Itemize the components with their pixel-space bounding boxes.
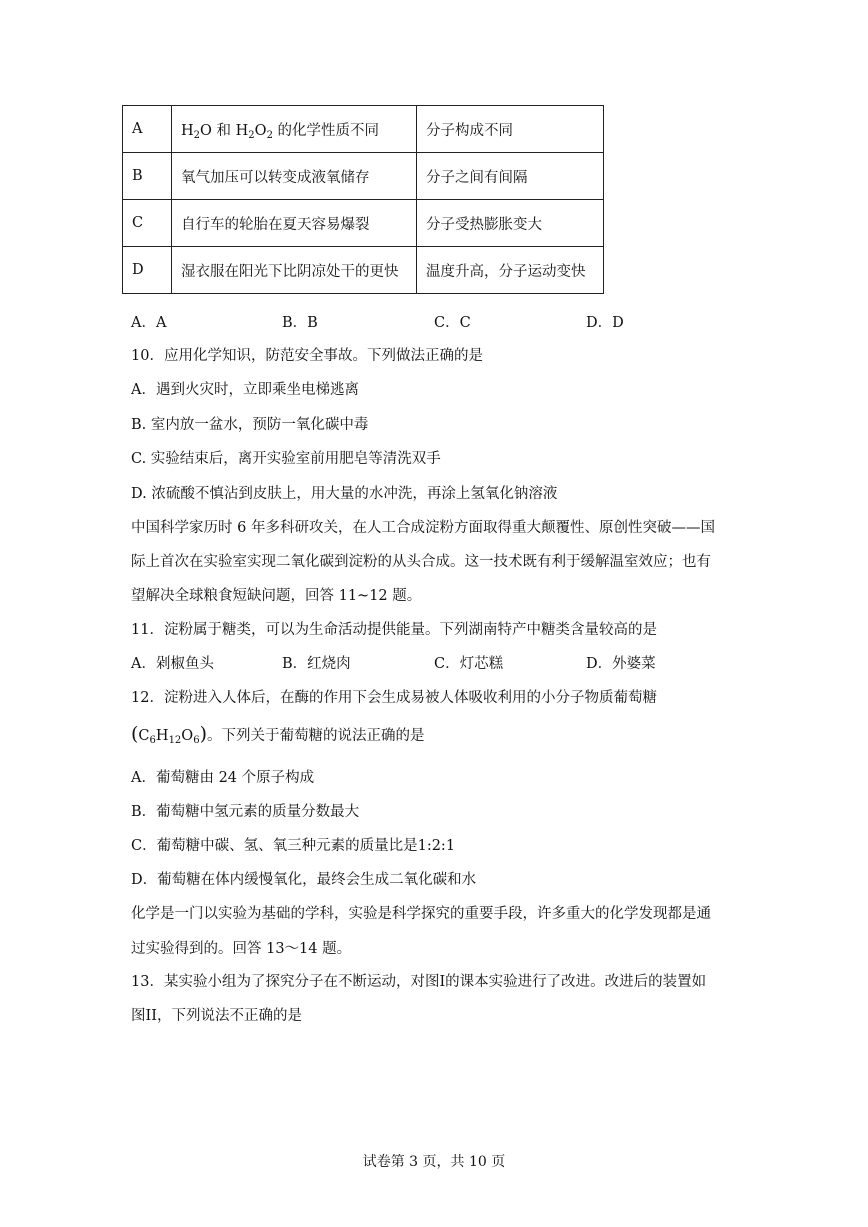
q11-stem: 11．淀粉属于糖类，可以为生命活动提供能量。下列湖南特产中糖类含量较高的是: [131, 622, 657, 638]
row-fact: $H_2O$ 和 $H_2O_2$ 的化学性质不同: [172, 106, 417, 153]
q9-option-a[interactable]: A．A: [131, 315, 167, 331]
passage1-line: 中国科学家历时 6 年多科研攻关，在人工合成淀粉方面取得重大颠覆性、原创性突破——国: [131, 520, 715, 536]
table-row: [123, 200, 604, 247]
q10-stem: 10．应用化学知识，防范安全事故。下列做法正确的是: [131, 348, 483, 364]
table-row: [123, 106, 604, 153]
q13-stem: 13．某实验小组为了探究分子在不断运动，对图I的课本实验进行了改进。改进后的装置如: [131, 974, 707, 990]
row-fact: 氧气加压可以转变成液氧储存: [172, 153, 417, 200]
q9-option-c[interactable]: C．C: [434, 315, 471, 331]
row-explanation: 分子受热膨胀变大: [417, 200, 604, 247]
q10-option-c[interactable]: C. 实验结束后，离开实验室前用肥皂等清洗双手: [131, 451, 441, 467]
q10-option-b[interactable]: B. 室内放一盆水，预防一氧化碳中毒: [131, 417, 369, 433]
q11-option-d[interactable]: D．外婆菜: [586, 656, 656, 672]
open-paren: (: [131, 723, 139, 745]
q12-stem-formula: $(C_6H_{12}O_6)$。下列关于葡萄糖的说法正确的是: [131, 723, 425, 746]
q11-option-a[interactable]: A．剁椒鱼头: [131, 656, 214, 672]
passage2-line: 过实验得到的。回答 13～14 题。: [131, 941, 352, 957]
q12-option-a[interactable]: A．葡萄糖由 24 个原子构成: [131, 770, 315, 786]
row-explanation: 分子之间有间隔: [417, 153, 604, 200]
q10-option-d[interactable]: D. 浓硫酸不慎沾到皮肤上，用大量的水冲洗，再涂上氢氧化钠溶液: [131, 486, 558, 502]
table-row: [123, 153, 604, 200]
table-row: [123, 247, 604, 294]
passage1-line: 际上首次在实验室实现二氧化碳到淀粉的从头合成。这一技术既有利于缓解温室效应；也有: [131, 554, 711, 570]
q12-option-d[interactable]: D．葡萄糖在体内缓慢氧化，最终会生成二氧化碳和水: [131, 872, 477, 888]
q11-option-b[interactable]: B．红烧肉: [282, 656, 351, 672]
row-label: C: [123, 200, 172, 247]
row-label: B: [123, 153, 172, 200]
close-paren: ): [199, 723, 207, 745]
q9-option-d[interactable]: D．D: [586, 315, 624, 331]
q12-option-c[interactable]: C．葡萄糖中碳、氢、氧三种元素的质量比是1:2:1: [131, 838, 456, 854]
row-label: D: [123, 247, 172, 294]
passage1-line: 望解决全球粮食短缺问题，回答 11~12 题。: [131, 588, 422, 604]
page-footer: 试卷第 3 页，共 10 页: [362, 1154, 506, 1170]
q11-option-c[interactable]: C．灯芯糕: [434, 656, 504, 672]
q9-option-b[interactable]: B．B: [282, 315, 318, 331]
q10-option-a[interactable]: A．遇到火灾时，立即乘坐电梯逃离: [131, 382, 359, 398]
row-fact: 湿衣服在阳光下比阴凉处干的更快: [172, 247, 417, 294]
comparison-table: [122, 105, 604, 294]
q13-stem: 图II，下列说法不正确的是: [131, 1008, 302, 1024]
row-fact: 自行车的轮胎在夏天容易爆裂: [172, 200, 417, 247]
row-explanation: 分子构成不同: [417, 106, 604, 153]
row-label: A: [123, 106, 172, 153]
passage2-line: 化学是一门以实验为基础的学科，实验是科学探究的重要手段，许多重大的化学发现都是通: [131, 906, 711, 922]
row-explanation: 温度升高，分子运动变快: [417, 247, 604, 294]
q12-option-b[interactable]: B．葡萄糖中氢元素的质量分数最大: [131, 804, 360, 820]
q12-stem: 12．淀粉进入人体后，在酶的作用下会生成易被人体吸收利用的小分子物质葡萄糖: [131, 690, 657, 706]
